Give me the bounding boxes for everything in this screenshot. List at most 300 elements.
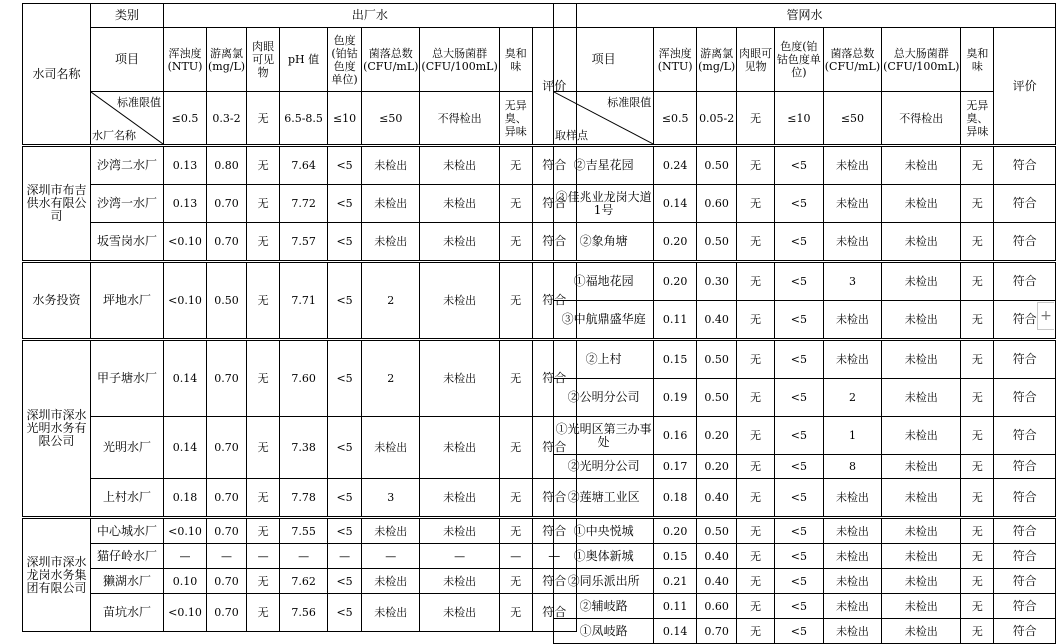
- value-cell: 7.64: [280, 147, 328, 185]
- value-cell: 无: [247, 185, 280, 223]
- value-cell: 无: [737, 455, 775, 479]
- item-header: 项目: [554, 28, 654, 92]
- table-row: [554, 479, 1056, 517]
- value-cell: 未检出: [823, 569, 881, 594]
- value-cell: 无: [247, 341, 280, 417]
- column-header: 总大肠菌群(CFU/100mL): [420, 28, 499, 92]
- value-cell: 未检出: [882, 223, 961, 261]
- evaluation-cell: 符合: [994, 341, 1056, 379]
- sampling-point-label: 取样点: [555, 129, 588, 142]
- value-cell: 未检出: [823, 301, 881, 339]
- evaluation-cell: 符合: [994, 147, 1056, 185]
- site-name-cell: 獭湖水厂: [91, 569, 164, 594]
- value-cell: 未检出: [882, 544, 961, 569]
- table-row: [554, 455, 1056, 479]
- standard-limit-value: 6.5-8.5: [280, 92, 328, 145]
- standard-limit-value: 无异臭、异味: [499, 92, 532, 145]
- table-row: [554, 147, 1056, 185]
- category-header: 类别: [91, 4, 164, 28]
- value-cell: 无: [247, 223, 280, 261]
- value-cell: 无: [961, 544, 994, 569]
- value-cell: —: [247, 544, 280, 569]
- value-cell: 无: [737, 301, 775, 339]
- value-cell: 0.40: [697, 569, 737, 594]
- standard-limit-value: 无: [247, 92, 280, 145]
- site-name-cell: ②公明分公司: [554, 379, 654, 417]
- value-cell: 0.17: [654, 455, 697, 479]
- value-cell: 0.14: [164, 341, 207, 417]
- value-cell: 7.62: [280, 569, 328, 594]
- evaluation-cell: 符合: [532, 519, 576, 544]
- value-cell: 0.60: [697, 594, 737, 619]
- evaluation-cell: 符合: [994, 417, 1056, 455]
- site-name-cell: 甲子塘水厂: [91, 341, 164, 417]
- value-cell: 未检出: [882, 185, 961, 223]
- value-cell: 未检出: [823, 519, 881, 544]
- value-cell: 0.15: [654, 341, 697, 379]
- value-cell: 0.70: [207, 569, 247, 594]
- value-cell: 0.70: [207, 417, 247, 479]
- value-cell: 未检出: [362, 185, 420, 223]
- value-cell: 7.71: [280, 263, 328, 339]
- column-header: 色度(铂钴色度单位): [774, 28, 823, 92]
- site-name-cell: ②同乐派出所: [554, 569, 654, 594]
- value-cell: 0.18: [654, 479, 697, 517]
- standard-limit-label: 标准限值: [607, 96, 652, 109]
- column-header: 总大肠菌群(CFU/100mL): [882, 28, 961, 92]
- site-name-cell: ③佳兆业龙岗大道1号: [554, 185, 654, 223]
- value-cell: 无: [737, 379, 775, 417]
- value-cell: 未检出: [882, 455, 961, 479]
- value-cell: 未检出: [420, 341, 499, 417]
- value-cell: 0.24: [654, 147, 697, 185]
- limit-diagonal-cell: [554, 92, 654, 145]
- column-header: 浑浊度(NTU): [654, 28, 697, 92]
- site-name-cell: ②光明分公司: [554, 455, 654, 479]
- table-row: [554, 569, 1056, 594]
- table-row: [554, 544, 1056, 569]
- standard-limit-value: ≤0.5: [164, 92, 207, 145]
- evaluation-cell: 符合: [532, 569, 576, 594]
- table-row: [554, 341, 1056, 379]
- value-cell: 无: [961, 417, 994, 455]
- value-cell: <5: [774, 594, 823, 619]
- evaluation-header: 评价: [532, 28, 576, 145]
- evaluation-cell: 符合: [994, 519, 1056, 544]
- factory-water-table: [22, 3, 577, 632]
- standard-limit-label: 标准限值: [117, 96, 161, 109]
- value-cell: 无: [961, 479, 994, 517]
- value-cell: 未检出: [882, 379, 961, 417]
- value-cell: 未检出: [882, 147, 961, 185]
- column-header: 肉眼可见物: [737, 28, 775, 92]
- value-cell: 未检出: [823, 185, 881, 223]
- value-cell: 无: [247, 519, 280, 544]
- value-cell: 无: [737, 185, 775, 223]
- standard-limit-value: 无异臭、异味: [961, 92, 994, 145]
- table-row: [23, 519, 577, 544]
- standard-limit-value: 无: [737, 92, 775, 145]
- evaluation-cell: 符合: [532, 479, 576, 517]
- value-cell: <5: [774, 301, 823, 339]
- value-cell: <5: [328, 519, 362, 544]
- value-cell: <0.10: [164, 594, 207, 632]
- value-cell: 0.40: [697, 301, 737, 339]
- value-cell: 无: [737, 569, 775, 594]
- site-name-cell: ①奥体新城: [554, 544, 654, 569]
- evaluation-cell: 符合: [994, 594, 1056, 619]
- value-cell: 无: [499, 147, 532, 185]
- column-header: 游离氯(mg/L): [207, 28, 247, 92]
- site-name-cell: 中心城水厂: [91, 519, 164, 544]
- value-cell: 未检出: [882, 417, 961, 455]
- value-cell: <5: [774, 185, 823, 223]
- table-row: [23, 417, 577, 479]
- table-row: [554, 619, 1056, 644]
- value-cell: 无: [499, 417, 532, 479]
- value-cell: <5: [774, 544, 823, 569]
- site-name-cell: 光明水厂: [91, 417, 164, 479]
- table-row: [554, 594, 1056, 619]
- value-cell: <5: [328, 223, 362, 261]
- value-cell: 3: [823, 263, 881, 301]
- evaluation-cell: 符合: [532, 147, 576, 185]
- network-water-header: 管网水: [554, 4, 1056, 28]
- value-cell: 0.40: [697, 479, 737, 517]
- column-header: 浑浊度(NTU): [164, 28, 207, 92]
- table-row: [23, 147, 577, 185]
- value-cell: 无: [961, 379, 994, 417]
- value-cell: 未检出: [823, 544, 881, 569]
- value-cell: 0.16: [654, 417, 697, 455]
- network-water-table: [553, 3, 1056, 644]
- value-cell: 7.72: [280, 185, 328, 223]
- site-name-cell: ②吉星花园: [554, 147, 654, 185]
- value-cell: 0.70: [207, 341, 247, 417]
- table-row: [23, 263, 577, 339]
- value-cell: 无: [499, 223, 532, 261]
- value-cell: <5: [328, 479, 362, 517]
- evaluation-cell: 符合: [532, 223, 576, 261]
- value-cell: —: [280, 544, 328, 569]
- value-cell: 无: [247, 417, 280, 479]
- evaluation-cell: 符合: [994, 619, 1056, 644]
- value-cell: 0.70: [697, 619, 737, 644]
- value-cell: 未检出: [882, 301, 961, 339]
- value-cell: 未检出: [882, 479, 961, 517]
- value-cell: 0.13: [164, 147, 207, 185]
- value-cell: 无: [737, 519, 775, 544]
- value-cell: 无: [499, 341, 532, 417]
- value-cell: 0.14: [164, 417, 207, 479]
- site-name-cell: ②莲塘工业区: [554, 479, 654, 517]
- value-cell: 2: [823, 379, 881, 417]
- value-cell: <0.10: [164, 263, 207, 339]
- column-header: 菌落总数(CFU/mL): [362, 28, 420, 92]
- value-cell: 无: [737, 147, 775, 185]
- value-cell: 无: [961, 619, 994, 644]
- water-company-cell: 水务投资: [23, 263, 91, 339]
- table-row: [23, 341, 577, 417]
- value-cell: <0.10: [164, 223, 207, 261]
- value-cell: 未检出: [882, 594, 961, 619]
- value-cell: 未检出: [420, 263, 499, 339]
- standard-limit-value: ≤50: [823, 92, 881, 145]
- value-cell: 未检出: [420, 479, 499, 517]
- value-cell: 未检出: [362, 223, 420, 261]
- table-row: [554, 379, 1056, 417]
- value-cell: 0.60: [697, 185, 737, 223]
- column-header: 菌落总数(CFU/mL): [823, 28, 881, 92]
- value-cell: 0.80: [207, 147, 247, 185]
- value-cell: 0.40: [697, 544, 737, 569]
- site-name-cell: ③中航鼎盛华庭: [554, 301, 654, 339]
- value-cell: 未检出: [420, 223, 499, 261]
- standard-limit-value: 0.05-2: [697, 92, 737, 145]
- column-header: 肉眼可见物: [247, 28, 280, 92]
- value-cell: 无: [961, 263, 994, 301]
- column-header: 游离氯(mg/L): [697, 28, 737, 92]
- site-name-cell: 上村水厂: [91, 479, 164, 517]
- value-cell: 无: [961, 223, 994, 261]
- site-name-cell: ②上村: [554, 341, 654, 379]
- value-cell: 2: [362, 341, 420, 417]
- value-cell: 0.14: [654, 619, 697, 644]
- site-name-cell: 坪地水厂: [91, 263, 164, 339]
- standard-limit-value: 不得检出: [420, 92, 499, 145]
- site-name-cell: ①福地花园: [554, 263, 654, 301]
- value-cell: 0.50: [697, 341, 737, 379]
- value-cell: 0.20: [654, 263, 697, 301]
- value-cell: 无: [247, 479, 280, 517]
- value-cell: 无: [961, 569, 994, 594]
- expand-button[interactable]: +: [1037, 302, 1054, 330]
- site-name-cell: 苗坑水厂: [91, 594, 164, 632]
- standard-limit-value: ≤10: [774, 92, 823, 145]
- evaluation-cell: 符合: [532, 417, 576, 479]
- value-cell: <5: [774, 341, 823, 379]
- evaluation-cell: 符合: [532, 185, 576, 223]
- value-cell: 未检出: [882, 569, 961, 594]
- evaluation-cell: 符合: [994, 455, 1056, 479]
- table-row: [554, 263, 1056, 301]
- column-header: 色度(铂钴色度单位): [328, 28, 362, 92]
- value-cell: 0.20: [697, 417, 737, 455]
- value-cell: 无: [499, 185, 532, 223]
- value-cell: 0.50: [207, 263, 247, 339]
- value-cell: 无: [499, 594, 532, 632]
- table-row: [554, 417, 1056, 455]
- value-cell: 未检出: [823, 479, 881, 517]
- site-name-cell: ①凤岐路: [554, 619, 654, 644]
- value-cell: 无: [247, 569, 280, 594]
- table-row: [23, 185, 577, 223]
- value-cell: 无: [961, 594, 994, 619]
- value-cell: <5: [774, 379, 823, 417]
- evaluation-cell: —: [532, 544, 576, 569]
- value-cell: 7.56: [280, 594, 328, 632]
- value-cell: 无: [499, 519, 532, 544]
- site-name-cell: 坂雪岗水厂: [91, 223, 164, 261]
- value-cell: <5: [774, 263, 823, 301]
- value-cell: 0.70: [207, 223, 247, 261]
- value-cell: 0.14: [654, 185, 697, 223]
- value-cell: 未检出: [420, 147, 499, 185]
- value-cell: 3: [362, 479, 420, 517]
- value-cell: 0.15: [654, 544, 697, 569]
- value-cell: 无: [499, 569, 532, 594]
- value-cell: 未检出: [420, 417, 499, 479]
- value-cell: <5: [774, 619, 823, 644]
- evaluation-cell: 符合: [994, 301, 1056, 339]
- value-cell: 无: [961, 519, 994, 544]
- value-cell: 无: [499, 263, 532, 339]
- site-name-cell: 猫仔岭水厂: [91, 544, 164, 569]
- value-cell: 未检出: [420, 594, 499, 632]
- value-cell: <5: [328, 147, 362, 185]
- evaluation-cell: 符合: [994, 569, 1056, 594]
- value-cell: 无: [961, 301, 994, 339]
- value-cell: 0.20: [654, 223, 697, 261]
- value-cell: <0.10: [164, 519, 207, 544]
- factory-water-header: 出厂水: [164, 4, 577, 28]
- site-name-cell: ②辅岐路: [554, 594, 654, 619]
- table-row: [554, 185, 1056, 223]
- item-header: 项目: [91, 28, 164, 92]
- evaluation-cell: 符合: [532, 594, 576, 632]
- standard-limit-value: 0.3-2: [207, 92, 247, 145]
- value-cell: 无: [961, 455, 994, 479]
- value-cell: —: [328, 544, 362, 569]
- value-cell: 无: [961, 185, 994, 223]
- value-cell: 未检出: [420, 519, 499, 544]
- value-cell: 0.50: [697, 147, 737, 185]
- value-cell: <5: [774, 147, 823, 185]
- value-cell: 未检出: [882, 263, 961, 301]
- value-cell: 7.57: [280, 223, 328, 261]
- value-cell: 0.11: [654, 594, 697, 619]
- value-cell: <5: [328, 263, 362, 339]
- value-cell: <5: [774, 455, 823, 479]
- value-cell: 未检出: [823, 619, 881, 644]
- value-cell: —: [362, 544, 420, 569]
- value-cell: 无: [737, 341, 775, 379]
- value-cell: 未检出: [362, 147, 420, 185]
- water-company-cell: 深圳市布吉供水有限公司: [23, 147, 91, 261]
- value-cell: 未检出: [823, 341, 881, 379]
- value-cell: 未检出: [420, 569, 499, 594]
- value-cell: 未检出: [823, 147, 881, 185]
- value-cell: <5: [774, 479, 823, 517]
- value-cell: 0.11: [654, 301, 697, 339]
- water-company-cell: 深圳市深水龙岗水务集团有限公司: [23, 519, 91, 632]
- value-cell: 0.70: [207, 594, 247, 632]
- value-cell: <5: [328, 417, 362, 479]
- value-cell: 0.30: [697, 263, 737, 301]
- water-company-header: 水司名称: [23, 4, 91, 145]
- site-name-cell: 沙湾二水厂: [91, 147, 164, 185]
- value-cell: 未检出: [823, 223, 881, 261]
- value-cell: 0.13: [164, 185, 207, 223]
- value-cell: 0.70: [207, 185, 247, 223]
- value-cell: <5: [774, 417, 823, 455]
- value-cell: <5: [774, 569, 823, 594]
- value-cell: 未检出: [362, 417, 420, 479]
- value-cell: 0.19: [654, 379, 697, 417]
- value-cell: 0.10: [164, 569, 207, 594]
- value-cell: 1: [823, 417, 881, 455]
- value-cell: 0.50: [697, 519, 737, 544]
- value-cell: 无: [961, 147, 994, 185]
- value-cell: 无: [247, 263, 280, 339]
- standard-limit-value: ≤10: [328, 92, 362, 145]
- value-cell: 无: [247, 594, 280, 632]
- value-cell: 未检出: [882, 619, 961, 644]
- value-cell: 0.20: [697, 455, 737, 479]
- standard-limit-value: ≤0.5: [654, 92, 697, 145]
- evaluation-cell: 符合: [532, 341, 576, 417]
- value-cell: 0.20: [654, 519, 697, 544]
- value-cell: <5: [328, 594, 362, 632]
- value-cell: 无: [737, 594, 775, 619]
- standard-limit-value: ≤50: [362, 92, 420, 145]
- value-cell: 未检出: [362, 569, 420, 594]
- value-cell: 未检出: [362, 519, 420, 544]
- value-cell: —: [420, 544, 499, 569]
- value-cell: 无: [499, 479, 532, 517]
- value-cell: 无: [737, 479, 775, 517]
- water-company-cell: 深圳市深水光明水务有限公司: [23, 341, 91, 517]
- value-cell: 无: [737, 263, 775, 301]
- value-cell: 无: [737, 619, 775, 644]
- value-cell: —: [499, 544, 532, 569]
- value-cell: 无: [247, 147, 280, 185]
- value-cell: <5: [774, 519, 823, 544]
- value-cell: 未检出: [882, 519, 961, 544]
- value-cell: —: [164, 544, 207, 569]
- value-cell: 未检出: [882, 341, 961, 379]
- table-row: [23, 594, 577, 632]
- value-cell: 无: [737, 544, 775, 569]
- value-cell: 未检出: [823, 594, 881, 619]
- factory-name-label: 水厂名称: [92, 129, 136, 142]
- evaluation-cell: 符合: [994, 544, 1056, 569]
- evaluation-cell: 符合: [532, 263, 576, 339]
- value-cell: 8: [823, 455, 881, 479]
- value-cell: <5: [328, 185, 362, 223]
- value-cell: 2: [362, 263, 420, 339]
- table-row: [23, 569, 577, 594]
- value-cell: 0.50: [697, 379, 737, 417]
- value-cell: 7.38: [280, 417, 328, 479]
- table-row: [554, 301, 1056, 339]
- site-name-cell: ①中央悦城: [554, 519, 654, 544]
- value-cell: <5: [774, 223, 823, 261]
- table-row: [554, 519, 1056, 544]
- table-row: [23, 479, 577, 517]
- site-name-cell: ②象角塘: [554, 223, 654, 261]
- column-header: 臭和味: [961, 28, 994, 92]
- value-cell: 未检出: [362, 594, 420, 632]
- table-row: [23, 223, 577, 261]
- site-name-cell: 沙湾一水厂: [91, 185, 164, 223]
- value-cell: <5: [328, 341, 362, 417]
- value-cell: 7.78: [280, 479, 328, 517]
- evaluation-header: 评价: [994, 28, 1056, 145]
- column-header: pH 值: [280, 28, 328, 92]
- site-name-cell: ①光明区第三办事处: [554, 417, 654, 455]
- value-cell: 0.70: [207, 519, 247, 544]
